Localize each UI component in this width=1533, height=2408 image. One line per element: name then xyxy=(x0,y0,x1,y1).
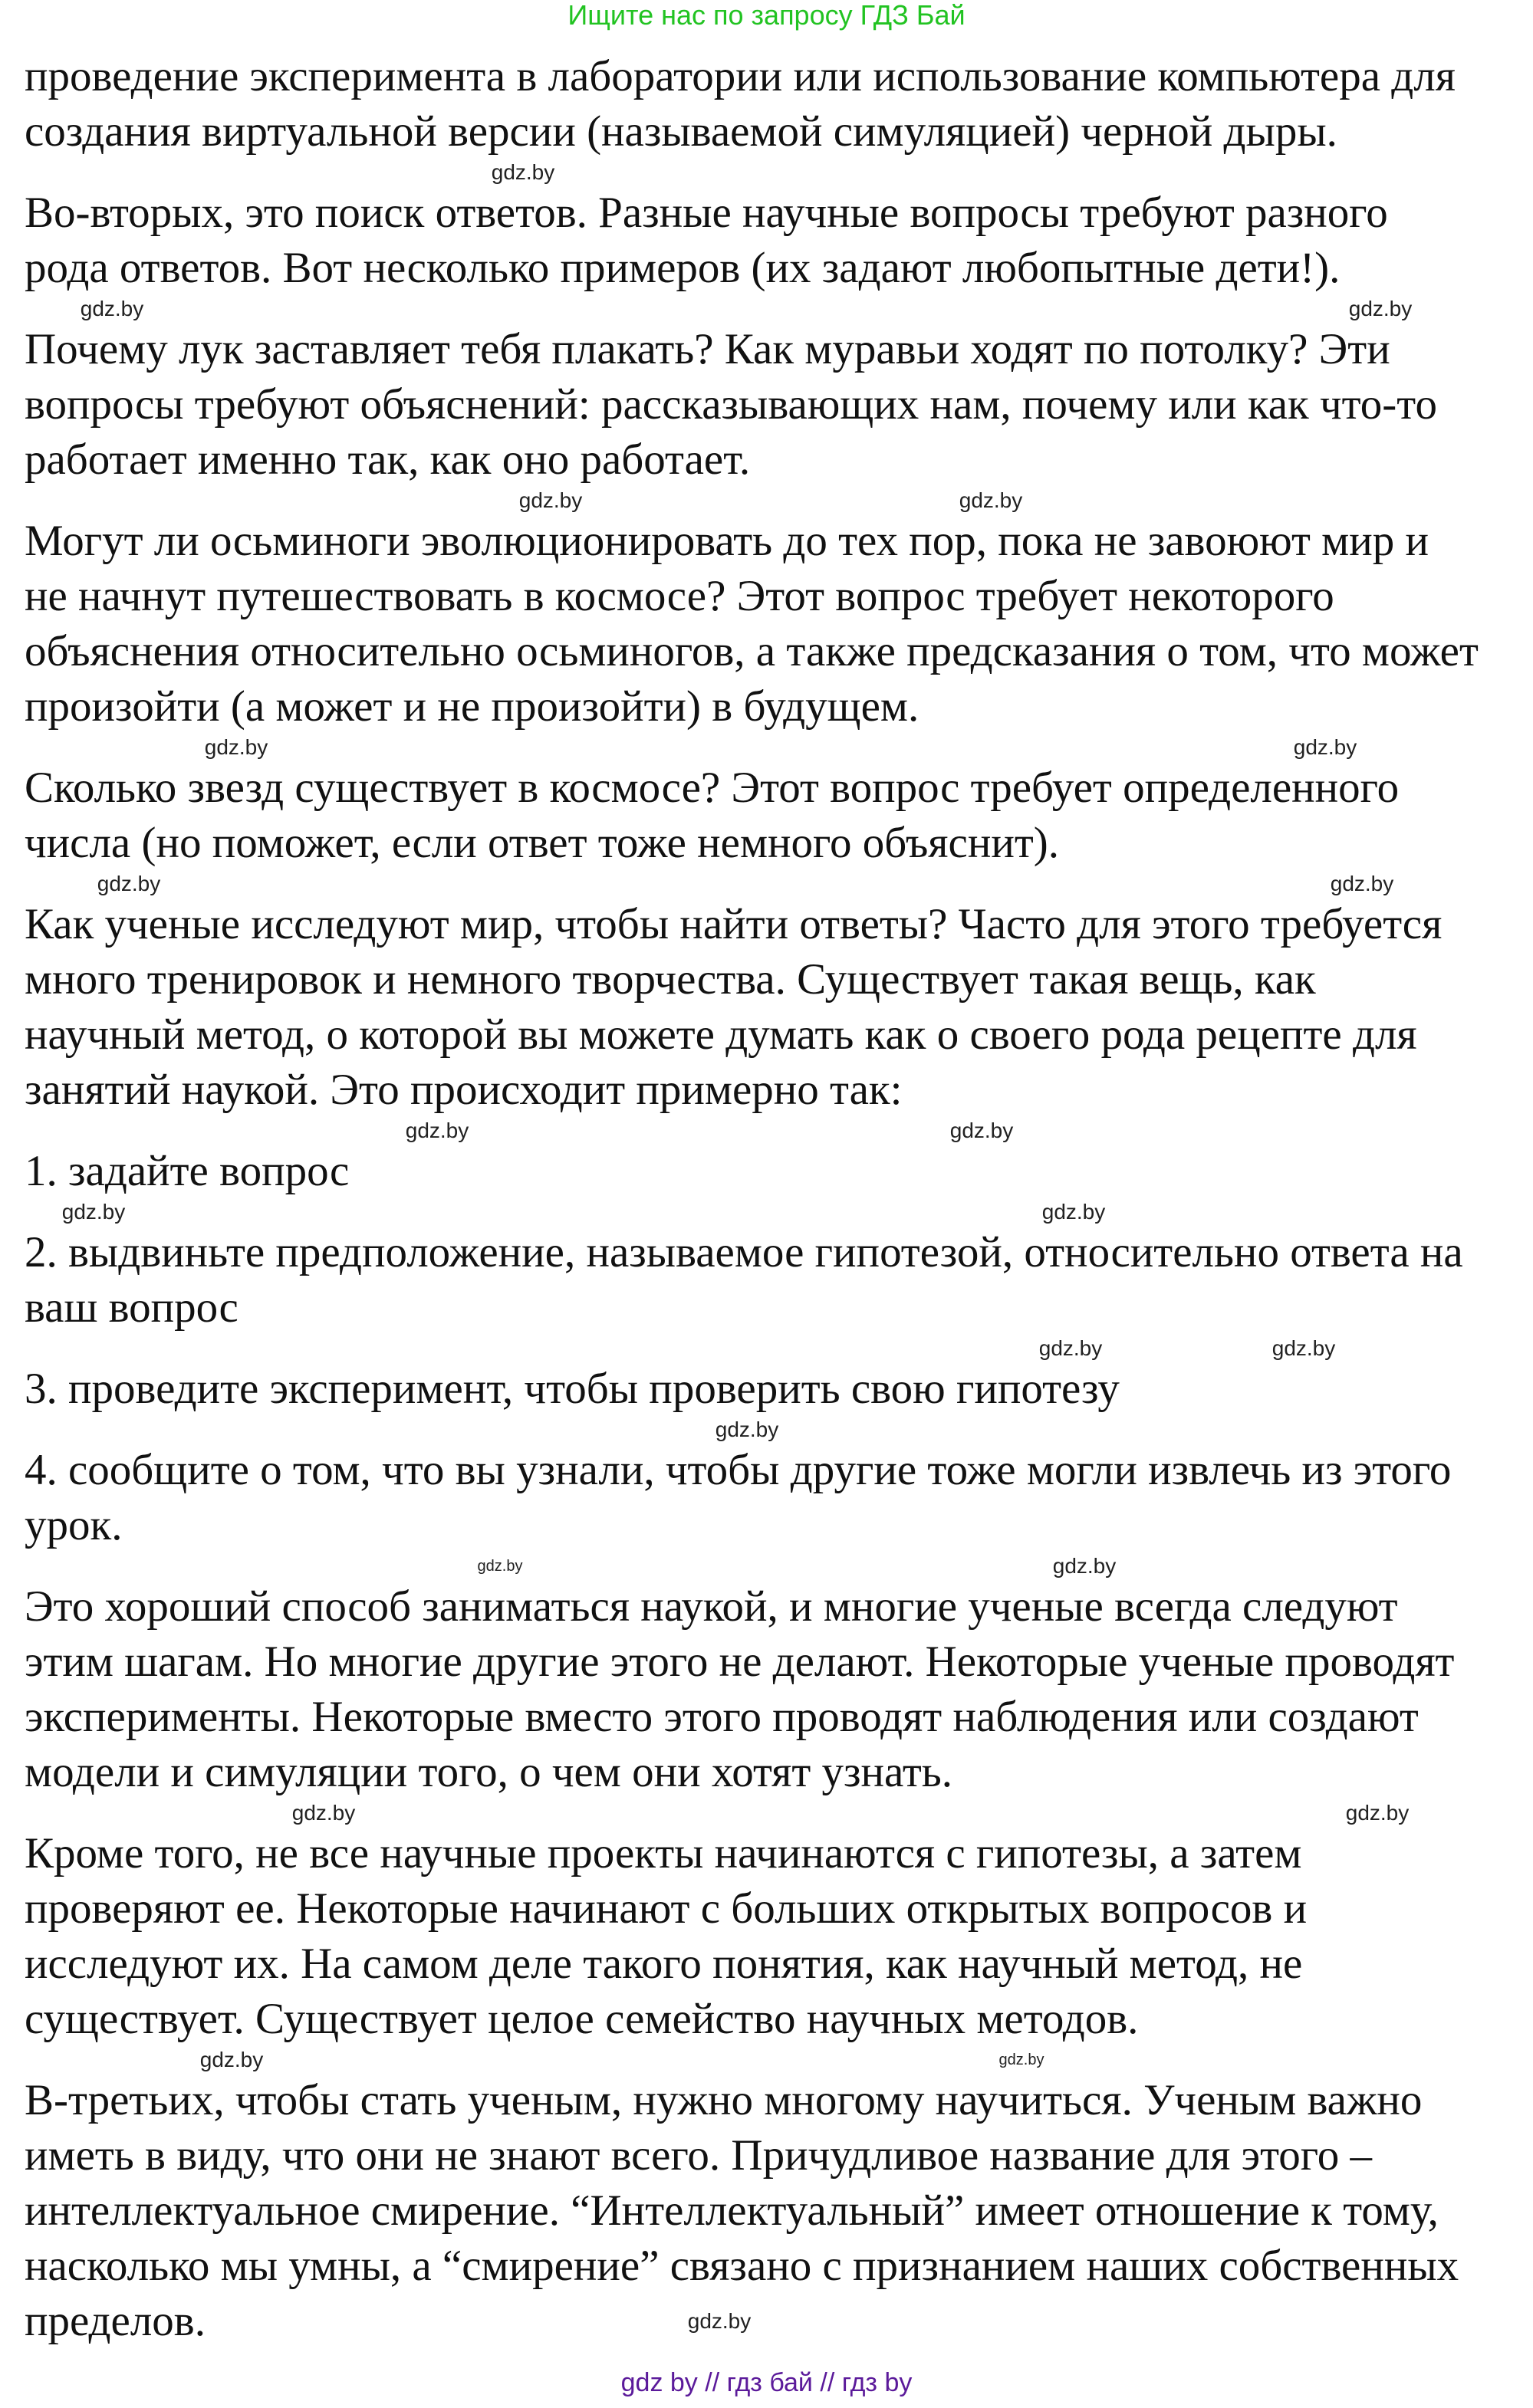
text-line: насколько мы умны, а “смирение” связано с признанием наших собственных xyxy=(25,2242,1459,2290)
watermark-text: gdz.by xyxy=(291,1801,356,1825)
text-line: эксперименты. Некоторые вместо этого проводят наблюдения или создают xyxy=(25,1693,1419,1741)
text-line: Во-вторых, это поиск ответов. Разные научные вопросы требуют разного xyxy=(25,189,1388,237)
watermark-text: gdz.by xyxy=(97,872,161,895)
text-line: научный метод, о которой вы можете думать как о своего рода рецепте для xyxy=(25,1010,1417,1059)
watermark-text: gdz.by xyxy=(1345,1801,1410,1825)
text-line: существует. Существует целое семейство научных методов. xyxy=(25,1995,1139,2043)
watermark-text: gdz.by xyxy=(1038,1336,1103,1360)
text-line: Почему лук заставляет тебя плакать? Как муравьи ходят по потолку? Эти xyxy=(25,325,1390,373)
text-line: занятий наукой. Это происходит примерно так: xyxy=(25,1066,903,1114)
text-line: проведение эксперимента в лаборатории или использование компьютера для xyxy=(25,52,1456,100)
text-line: этим шагам. Но многие другие этого не делают. Некоторые ученые проводят xyxy=(25,1638,1455,1686)
text-line: В-третьих, чтобы стать ученым, нужно многому научиться. Ученым важно xyxy=(25,2076,1423,2124)
watermark-text: gdz.by xyxy=(491,160,555,184)
watermark-text: gdz.by xyxy=(1330,872,1394,895)
text-line: урок. xyxy=(25,1501,123,1549)
watermark-text: gdz.by xyxy=(1041,1200,1106,1224)
text-line: много тренировок и немного творчества. Существует такая вещь, как xyxy=(25,955,1316,1004)
text-line: пределов. xyxy=(25,2297,206,2345)
watermark-text: gdz.by xyxy=(61,1200,126,1224)
header-banner: Ищите нас по запросу ГДЗ Бай xyxy=(567,0,966,31)
text-line: интеллектуальное смирение. “Интеллектуальный” имеет отношение к тому, xyxy=(25,2186,1439,2235)
text-line: Это хороший способ заниматься наукой, и многие ученые всегда следуют xyxy=(25,1582,1398,1631)
text-line: Могут ли осьминоги эволюционировать до тех пор, пока не завоюют мир и xyxy=(25,517,1429,565)
watermark-text: gdz.by xyxy=(959,488,1023,512)
text-line: вопросы требуют объяснений: рассказывающих нам, почему или как что-то xyxy=(25,380,1437,429)
text-line: проверяют ее. Некоторые начинают с больших открытых вопросов и xyxy=(25,1884,1308,1933)
text-line: рода ответов. Вот несколько примеров (их задают любопытные дети!). xyxy=(25,244,1341,292)
text-line: Сколько звезд существует в космосе? Этот вопрос требует определенного xyxy=(25,764,1400,812)
text-line: работает именно так, как оно работает. xyxy=(25,435,751,484)
text-line: числа (но поможет, если ответ тоже немного объяснит). xyxy=(25,819,1059,867)
footer-banner: gdz by // гдз бай // гдз by xyxy=(620,2368,913,2397)
watermark-text: gdz.by xyxy=(715,1418,779,1441)
text-line: объяснения относительно осьминогов, а также предсказания о том, что может xyxy=(25,627,1479,675)
text-line: 4. сообщите о том, что вы узнали, чтобы другие тоже могли извлечь из этого xyxy=(25,1446,1452,1494)
watermark-text: gdz.by xyxy=(477,1558,523,1575)
watermark-text: gdz.by xyxy=(1348,297,1413,320)
text-line: создания виртуальной версии (называемой симуляцией) черной дыры. xyxy=(25,107,1337,156)
watermark-text: gdz.by xyxy=(199,2048,264,2071)
watermark-text: gdz.by xyxy=(949,1119,1014,1142)
watermark-text: gdz.by xyxy=(518,488,583,512)
text-line: Как ученые исследуют мир, чтобы найти ответы? Часто для этого требуется xyxy=(25,900,1443,948)
text-line: ваш вопрос xyxy=(25,1283,239,1332)
watermark-text: gdz.by xyxy=(1052,1554,1117,1578)
text-line: Кроме того, не все научные проекты начинаются с гипотезы, а затем xyxy=(25,1829,1302,1877)
watermark-text: gdz.by xyxy=(1271,1336,1336,1360)
text-line: 3. проведите эксперимент, чтобы проверить свою гипотезу xyxy=(25,1365,1120,1413)
watermark-text: gdz.by xyxy=(80,297,144,320)
text-line: 1. задайте вопрос xyxy=(25,1147,350,1195)
watermark-text: gdz.by xyxy=(687,2309,752,2333)
watermark-text: gdz.by xyxy=(998,2052,1044,2068)
text-line: иметь в виду, что они не знают всего. Причудливое название для этого – xyxy=(25,2131,1372,2180)
watermark-text: gdz.by xyxy=(204,735,268,759)
text-line: 2. выдвиньте предположение, называемое гипотезой, относительно ответа на xyxy=(25,1228,1463,1276)
watermark-text: gdz.by xyxy=(1293,735,1357,759)
text-line: модели и симуляции того, о чем они хотят узнать. xyxy=(25,1748,952,1796)
text-line: исследуют их. На самом деле такого понятия, как научный метод, не xyxy=(25,1940,1303,1988)
text-line: не начнут путешествовать в космосе? Этот вопрос требует некоторого xyxy=(25,572,1334,620)
watermark-text: gdz.by xyxy=(405,1119,469,1142)
text-line: произойти (а может и не произойти) в будущем. xyxy=(25,682,919,731)
